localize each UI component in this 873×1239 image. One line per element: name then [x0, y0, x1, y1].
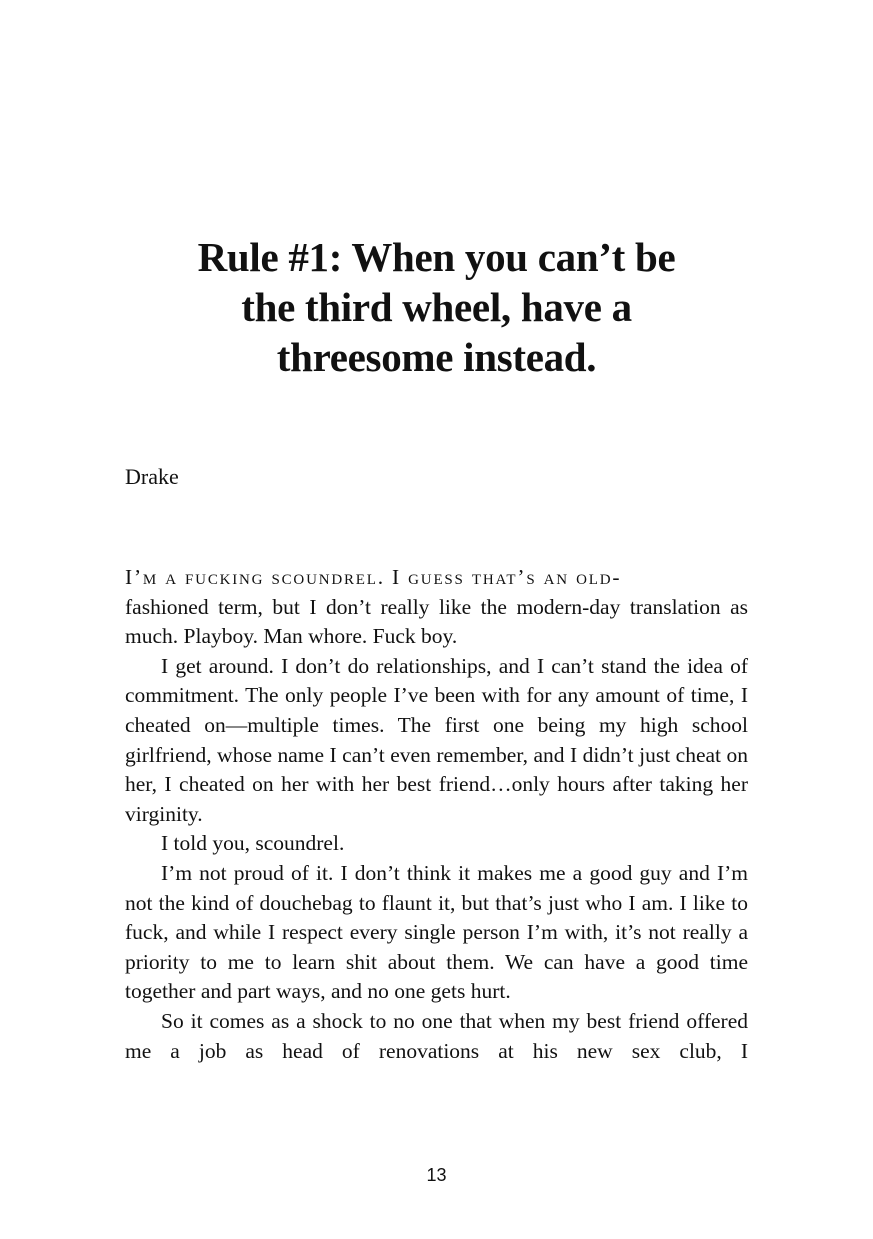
opening-small-caps: I’m a fucking scoundrel. I guess that’s an old- — [125, 565, 622, 589]
chapter-title-line: threesome instead. — [276, 334, 597, 380]
page-number: 13 — [426, 1165, 447, 1185]
chapter-title — [150, 232, 723, 382]
pov-character-name: Drake — [125, 464, 179, 489]
paragraph: I get around. I don’t do relationships, and I can’t stand the idea of commitment. The only people I’ve been with for any amount of time, I cheated on—multiple times. The first one being my high school girlfriend, whose name I can’t even remember, and I didn’t just cheat on her, I cheated on her with her best friend…only hours after taking her virginity. — [125, 653, 748, 826]
paragraph-text: fashioned term, but I don’t really like the modern-day translation as much. Playboy. Man whore. Fuck boy. — [125, 594, 748, 649]
chapter-title-line: Rule #1: When you can’t be — [197, 234, 676, 280]
chapter-title-line: the third wheel, have a — [241, 284, 632, 330]
paragraph: I’m not proud of it. I don’t think it makes me a good guy and I’m not the kind of douchebag to flaunt it, but that’s just who I am. I like to fuck, and while I respect every single person I’m with, it’s not really a priority to me to learn shit about them. We can have a good time together and part ways, and no one gets hurt. — [125, 860, 748, 1004]
paragraph — [125, 563, 748, 652]
paragraph: So it comes as a shock to no one that when my best friend offered me a job as head of renovations at his new sex club, I — [125, 1008, 748, 1063]
body-text — [125, 563, 748, 1066]
paragraph: I told you, scoundrel. — [161, 831, 345, 856]
